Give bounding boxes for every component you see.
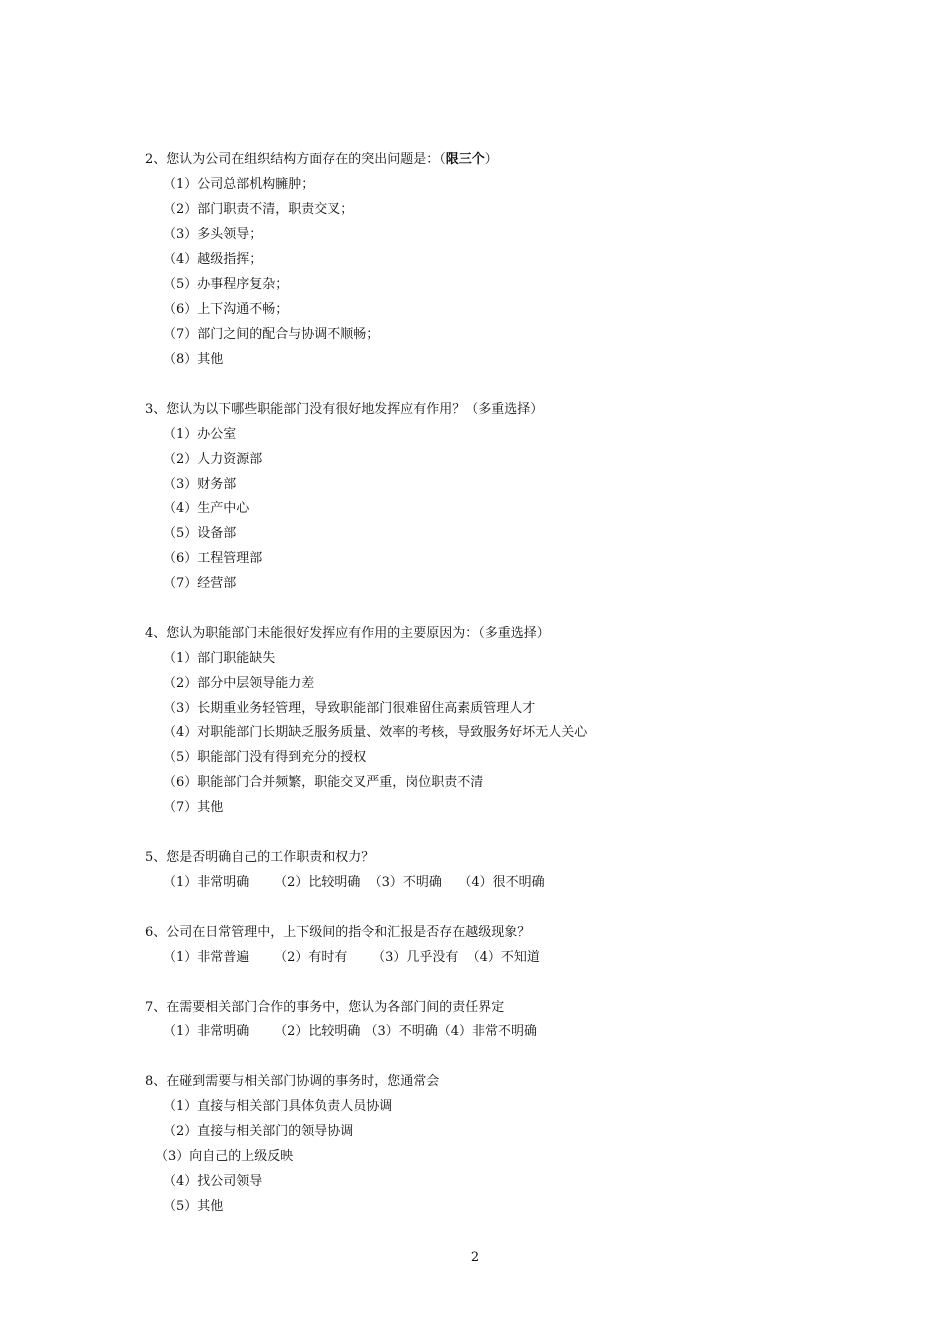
question-5-options: （1）非常明确 （2）比较明确 （3）不明确 （4）很不明确 [163, 875, 545, 890]
question-6-title: 6、公司在日常管理中，上下级间的指令和汇报是否存在越级现象？ [145, 925, 531, 940]
question-3-option-7: （7）经营部 [163, 576, 237, 591]
question-3-option-4: （4）生产中心 [163, 501, 250, 516]
question-3-title: 3、您认为以下哪些职能部门没有很好地发挥应有作用？（多重选择） [145, 402, 544, 417]
question-2-option-5: （5）办事程序复杂； [163, 277, 289, 292]
question-7-options: （1）非常明确 （2）比较明确 （3）不明确（4）非常不明确 [163, 1024, 538, 1039]
question-3-option-5: （5）设备部 [163, 526, 237, 541]
question-6-options: （1）非常普遍 （2）有时有 （3）几乎没有 （4）不知道 [163, 950, 540, 965]
question-8-option-5: （5）其他 [163, 1199, 224, 1214]
question-2-option-4: （4）越级指挥； [163, 252, 263, 267]
question-4-option-6: （6）职能部门合并频繁，职能交叉严重，岗位职责不清 [163, 775, 484, 790]
question-4-option-4: （4）对职能部门长期缺乏服务质量、效率的考核，导致服务好坏无人关心 [163, 725, 588, 740]
question-2-title: 2、您认为公司在组织结构方面存在的突出问题是：（限三个） [145, 152, 498, 167]
question-4-option-3: （3）长期重业务轻管理，导致职能部门很难留住高素质管理人才 [163, 701, 536, 716]
question-2-option-2: （2）部门职责不清，职责交叉； [163, 202, 354, 217]
question-8-option-4: （4）找公司领导 [163, 1174, 263, 1189]
question-3-option-6: （6）工程管理部 [163, 551, 263, 566]
question-4-option-7: （7）其他 [163, 800, 224, 815]
question-8-option-2: （2）直接与相关部门的领导协调 [163, 1124, 354, 1139]
question-4-title: 4、您认为职能部门未能很好发挥应有作用的主要原因为：（多重选择） [145, 626, 550, 641]
page-number: 2 [470, 1250, 480, 1265]
question-3-option-1: （1）办公室 [163, 427, 237, 442]
question-8-option-3: （3）向自己的上级反映 [155, 1149, 294, 1164]
question-2-option-7: （7）部门之间的配合与协调不顺畅； [163, 327, 380, 342]
question-2-option-3: （3）多头领导； [163, 227, 263, 242]
question-8-option-1: （1）直接与相关部门具体负责人员协调 [163, 1099, 393, 1114]
question-2-option-6: （6）上下沟通不畅； [163, 302, 289, 317]
question-3-option-2: （2）人力资源部 [163, 452, 263, 467]
question-3-option-3: （3）财务部 [163, 477, 237, 492]
question-8-title: 8、在碰到需要与相关部门协调的事务时，您通常会 [145, 1074, 440, 1089]
question-4-option-1: （1）部门职能缺失 [163, 651, 276, 666]
question-4-option-5: （5）职能部门没有得到充分的授权 [163, 750, 367, 765]
question-7-title: 7、在需要相关部门合作的事务中，您认为各部门间的责任界定 [145, 1000, 505, 1015]
question-2-option-8: （8）其他 [163, 352, 224, 367]
question-4-option-2: （2）部分中层领导能力差 [163, 676, 315, 691]
question-2-emphasis: 限三个 [445, 152, 485, 167]
question-2-option-1: （1）公司总部机构臃肿； [163, 177, 315, 192]
question-5-title: 5、您是否明确自己的工作职责和权力？ [145, 850, 375, 865]
